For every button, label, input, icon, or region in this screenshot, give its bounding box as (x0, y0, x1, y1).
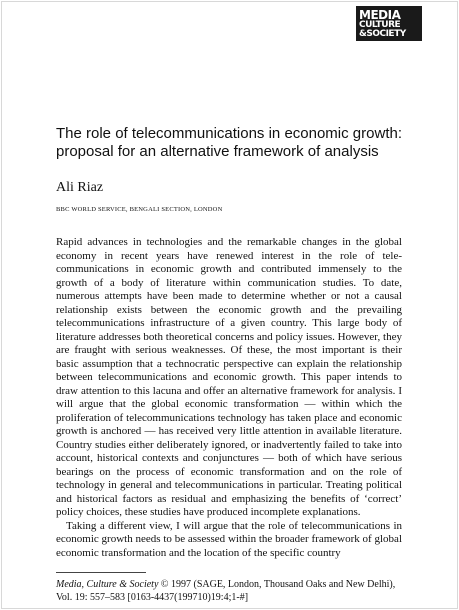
citation-footer (56, 578, 402, 604)
body-paragraph: Taking a different view, I will argue that the role of telecommunications in economic growth needs to be assessed within the broader framework of global economic transformation and the location of the specific country (56, 519, 402, 559)
author-name: Ali Riaz (56, 180, 104, 195)
body-paragraph: Rapid advances in technologies and the remarkable changes in the global economy in recent years have renewed interest in the role of telecommunications in economic growth and contributed immensely to the growth of a body of literature within communication studies. To date, numerous attempts have been made to determine whether or not a causal relationship exists between the economic growth and the prevailing telecommunications infrastructure of a given country. This large body of literature addresses both theoretical concerns and policy issues. However, they are fraught with serious weaknesses. Of these, the most important is their basic assumption that a technocratic perspective can explain the relationship between telecommunications and economic growth. This paper intends to draw attention to this lacuna and offer an alternative framework for analysis. I will argue that the global economic transformation — within which the proliferation of telecommunications technology has taken place and economic growth is anchored — has received very little attention in available literature. Country studies either deliberately ignored, or inadvertently failed to take into account, historical contexts and conjunctures — both of which have serious bearings on the process of economic transformation and on the role of technology in general and telecommunications in particular. Treating political and historical factors as residual and emphasizing the benefits of ‘correct’ policy choices, these studies have produced incomplete explanations. (56, 236, 402, 518)
logo-line-3: &SOCIETY (359, 29, 406, 39)
article-title: The role of telecommunications in economic growth: proposal for an alternative framework of analysis (56, 125, 402, 160)
journal-logo (356, 6, 422, 41)
logo-line-2: CULTURE (359, 20, 401, 30)
journal-name: Media, Culture & Society (56, 579, 159, 590)
article-body (56, 236, 402, 560)
footer-divider (56, 572, 146, 573)
citation-details: © 1997 (SAGE, London, Thousand Oaks and New Delhi), Vol. 19: 557–583 [0163-4437(199710)19:4;1-#] (56, 579, 396, 603)
author-affiliation: BBC WORLD SERVICE, BENGALI SECTION, LONDON (56, 206, 223, 213)
logo-line-1: MEDIA (359, 8, 401, 22)
